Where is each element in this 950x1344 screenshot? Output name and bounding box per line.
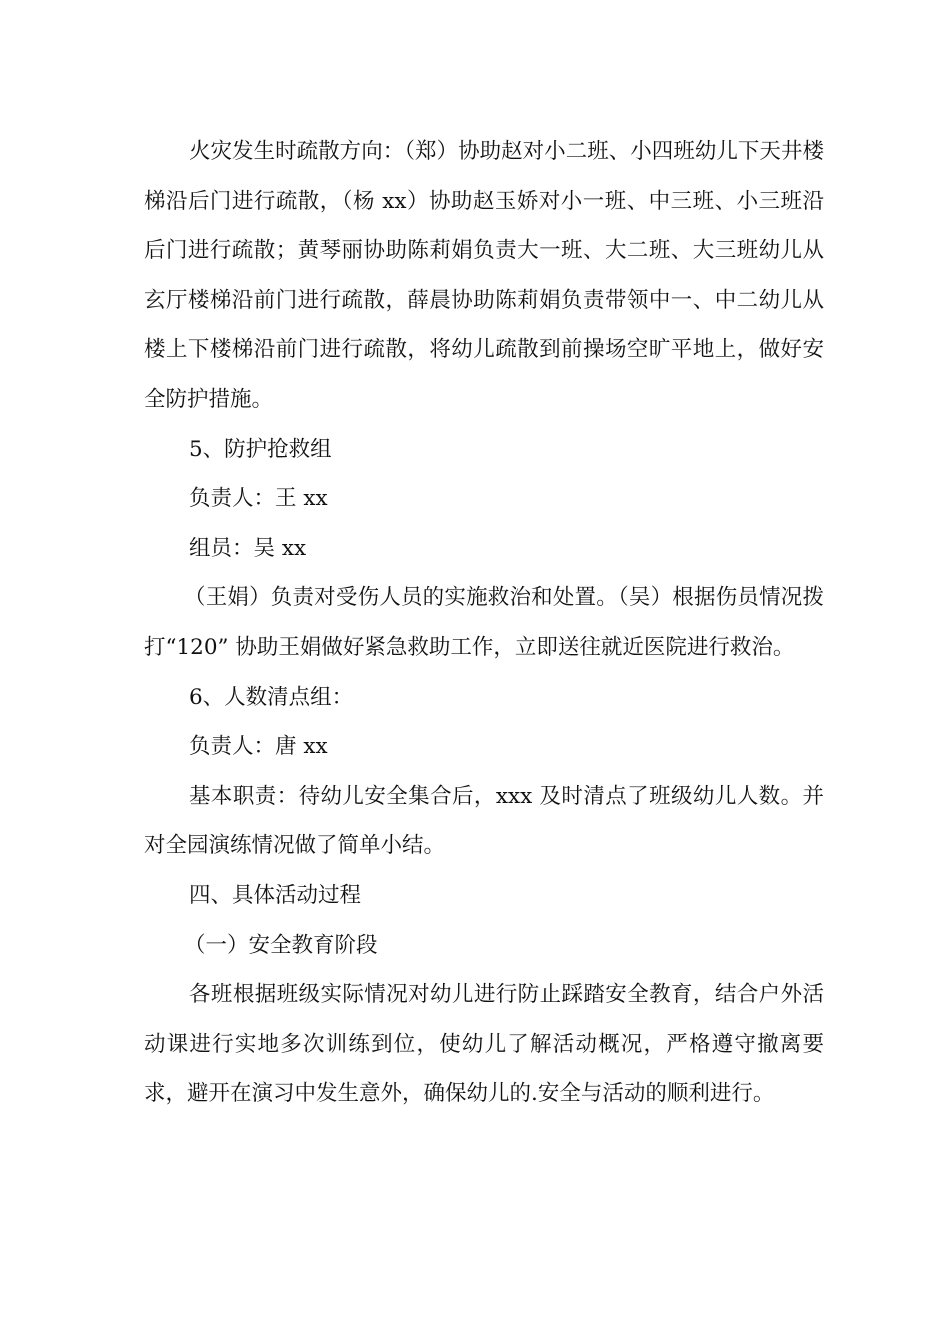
rescue-group-member: 组员：吴 xx (189, 535, 307, 561)
rescue-duty-paragraph: （王娟）负责对受伤人员的实施救治和处置。（吴）根据伤员情况拨打“120” 协助王娟做好紧急救助工作，立即送往就近医院进行救治。 (144, 585, 824, 660)
evacuation-direction-paragraph: 火灾发生时疏散方向：（郑）协助赵对小二班、小四班幼儿下天井楼梯沿后门进行疏散，（杨 xx）协助赵玉娇对小一班、中三班、小三班沿后门进行疏散；黄琴丽协助陈莉娟负责大一班、大二班、大三班幼儿从玄厅楼梯沿前门进行疏散，薛晨协助陈莉娟负责带领中一、中二幼儿从楼上下楼梯沿前门进行疏散，将幼儿疏散到前操场空旷平地上，做好安全防护措施。 (144, 139, 824, 412)
document-body (144, 127, 824, 1119)
safety-education-paragraph: 各班根据班级实际情况对幼儿进行防止踩踏安全教育，结合户外活动课进行实地多次训练到位，使幼儿了解活动概况，严格遵守撤离要求，避开在演习中发生意外，确保幼儿的.安全与活动的顺利进行。 (144, 982, 824, 1107)
headcount-duty-paragraph: 基本职责：待幼儿安全集合后，xxx 及时清点了班级幼儿人数。并对全园演练情况做了简单小结。 (144, 783, 824, 859)
subsection-heading-safety-education: （一）安全教育阶段 (184, 932, 378, 958)
headcount-group-leader: 负责人：唐 xx (189, 734, 328, 760)
section-heading-headcount-group: 6、人数清点组： (189, 684, 354, 710)
section-heading-activity-process: 四、具体活动过程 (189, 882, 362, 908)
rescue-group-leader: 负责人：王 xx (189, 486, 328, 512)
section-heading-rescue-group: 5、防护抢救组 (189, 436, 332, 462)
